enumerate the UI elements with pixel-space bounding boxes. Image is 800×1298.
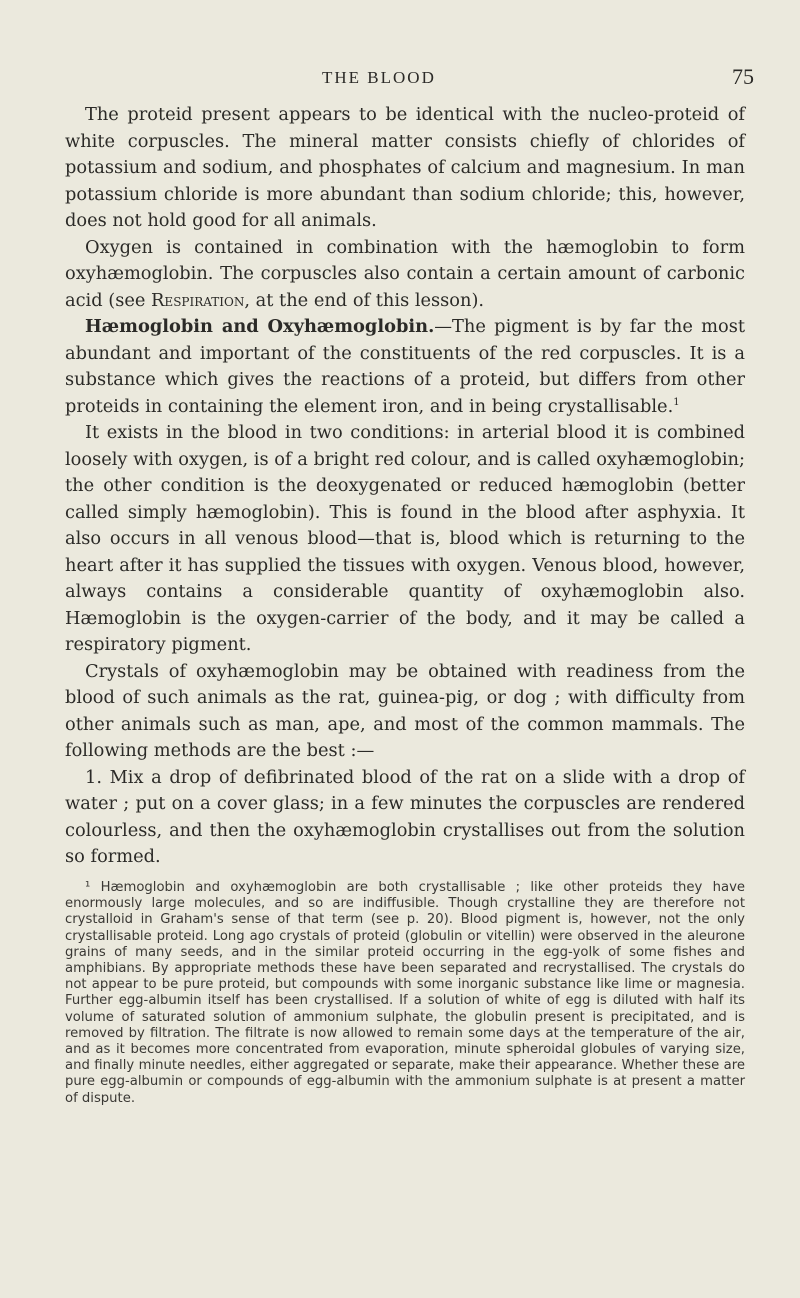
paragraph-method-one: 1. Mix a drop of defibrinated blood of the rat on a slide with a drop of water ; put on a cover glass; in a few minutes the corpuscles are rendered colourless, and then the oxyhæmoglobin crystallises out from the solution so formed. [65, 766, 745, 867]
footnote-mark: ¹ [85, 880, 91, 895]
paragraph-haemoglobin-text: —The pigment is by far the most abundant and important of the constituents of the red corpuscles. It is a substance which gives the reactions of a proteid, but differs from other proteids in containing the element iron, and in being crystallisable. [65, 316, 745, 417]
page-number: 75 [732, 64, 754, 89]
paragraph-oxygen-text: Oxygen is contained in combination with the hæmoglobin to form oxyhæmoglobin. The corpuscles also contain a certain amount of carbonic acid (see [65, 236, 745, 311]
body-text [65, 102, 745, 871]
paragraph-oxygen-tail: , at the end of this lesson). [244, 289, 485, 311]
section-heading-haemoglobin: Hæmoglobin and Oxyhæmoglobin. [85, 316, 435, 337]
footnote-reference: 1 [673, 396, 680, 408]
running-title: THE BLOOD [322, 68, 436, 87]
paragraph-haemoglobin [65, 314, 745, 420]
paragraph-crystals: Crystals of oxyhæmoglobin may be obtained with readiness from the blood of such animals as the rat, guinea-pig, or dog ; with difficulty from other animals such as man, ape, and most of the common mammals. The following methods are the best :— [65, 660, 745, 761]
footnote-text: Hæmoglobin and oxyhæmoglobin are both crystallisable ; like other proteids they have enormously large molecules, and so are indiffusible. Though crystalline they are therefore not crystalloid in Graham's sense of that term (see p. 20). Blood pigment is, however, not the only crystallisable proteid. Long ago crystals of proteid (globulin or vitellin) were observed in the aleurone grains of many seeds, and in the similar proteid occurring in the egg-yolk of some fishes and amphibians. By appropriate methods these have been separated and recrystallised. The crystals do not appear to be pure proteid, but compounds with some inorganic substance like lime or magnesia. Further egg-albumin itself has been crystallised. If a solution of white of egg is diluted with half its volume of saturated solution of ammonium sulphate, the globulin present is precipitated, and is removed by filtration. The filtrate is now allowed to remain some days at the temperature of the air, and as it becomes more concentrated from evaporation, minute spheroidal globules of varying size, and finally minute needles, either aggregated or separate, make their appearance. Whether these are pure egg-albumin or compounds of egg-albumin with the ammonium sulphate is at present a matter of dispute. [65, 880, 745, 1106]
footnote [65, 880, 745, 1107]
paragraph-conditions: It exists in the blood in two conditions: in arterial blood it is combined loosely with oxygen, is of a bright red colour, and is called oxyhæmoglobin; the other condition is the deoxygenated or reduced hæmoglobin (better called simply hæmoglobin). This is found in the blood after asphyxia. It also occurs in all venous blood—that is, blood which is returning to the heart after it has supplied the tissues with oxygen. Venous blood, however, always contains a considerable quantity of oxyhæmoglobin also. Hæmoglobin is the oxygen-carrier of the body, and it may be called a respiratory pigment. [65, 422, 745, 655]
respiration-reference: Respiration [151, 289, 245, 311]
paragraph-oxygen [65, 235, 745, 315]
paragraph-proteid: The proteid present appears to be identical with the nucleo-proteid of white corpuscles. The mineral matter consists chiefly of chlorides of potassium and sodium, and phosphates of calcium and magnesium. In man potassium chloride is more abundant than sodium chloride; this, however, does not hold good for all animals. [65, 104, 745, 231]
